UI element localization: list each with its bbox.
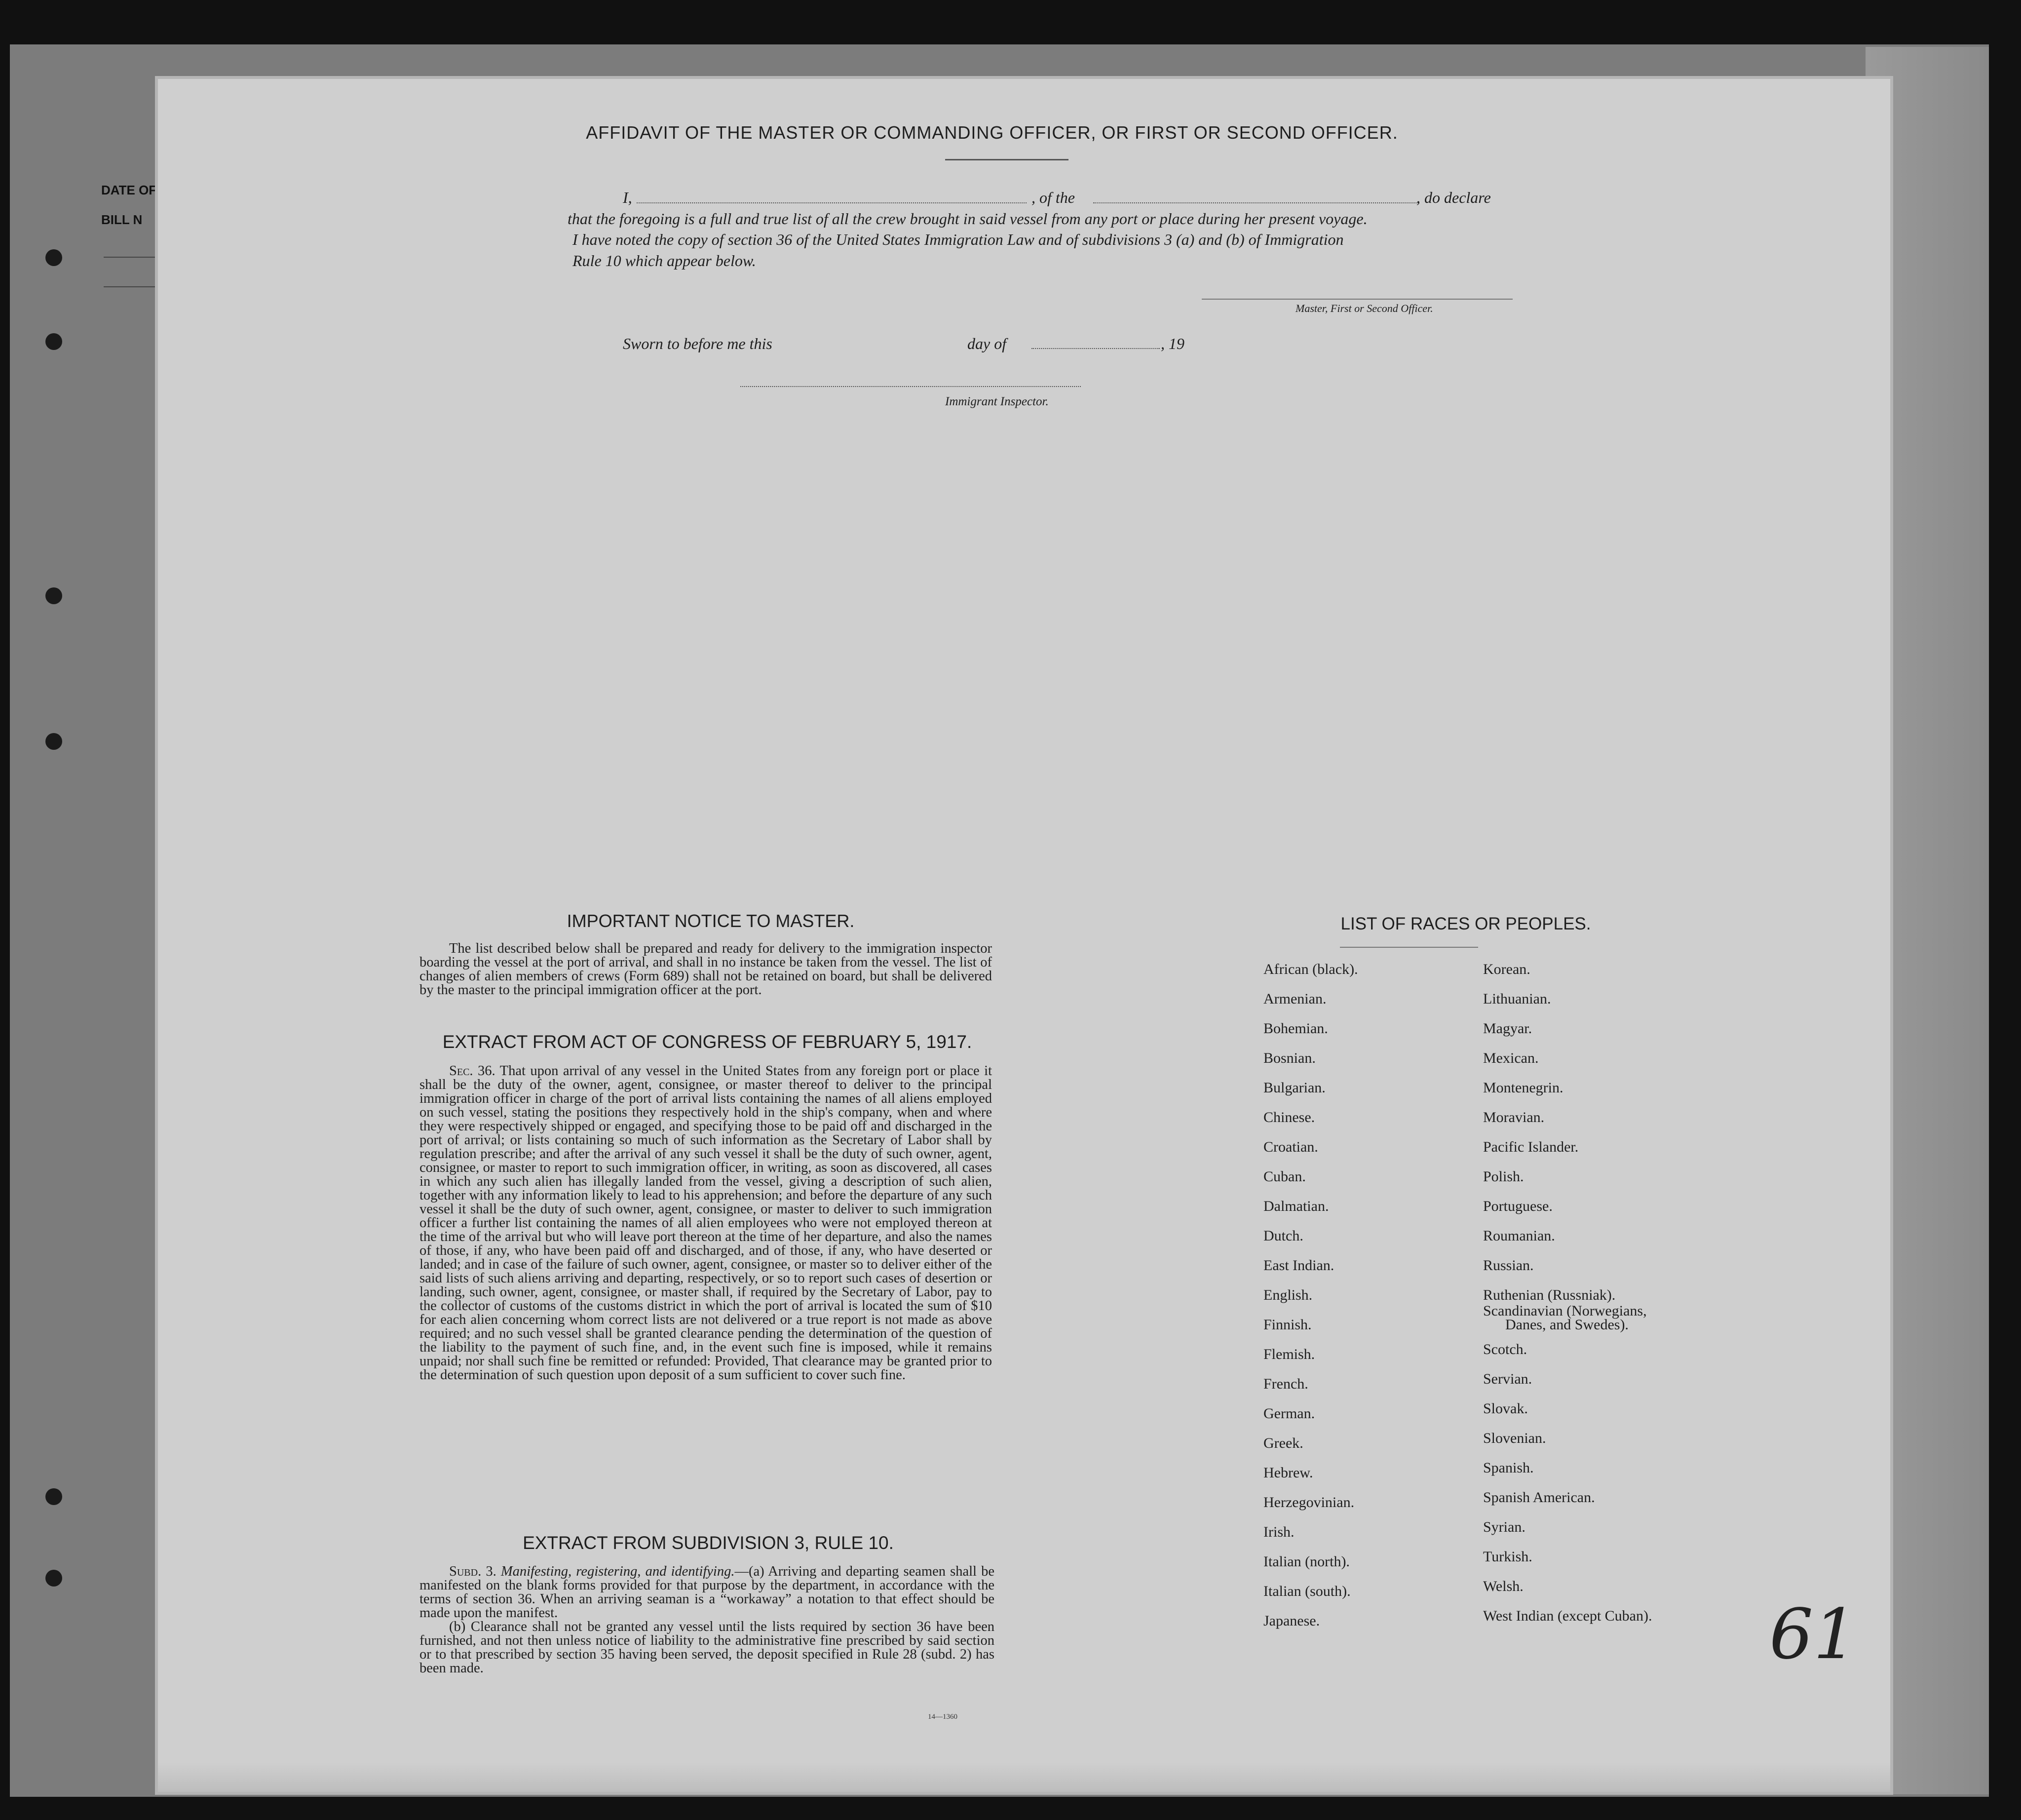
left-rule xyxy=(104,257,158,258)
binder-hole-icon xyxy=(45,1488,62,1505)
notice-title: IMPORTANT NOTICE TO MASTER. xyxy=(567,911,855,931)
binder-hole-icon xyxy=(45,249,62,266)
subd-heading: Manifesting, registering, and identifying. xyxy=(500,1564,735,1579)
race-item: Lithuanian. xyxy=(1483,991,1551,1007)
rule-para-b: (b) Clearance shall not be granted any vessel until the lists required by section 36 have been furnished, and not then unless notice of liability to the administrative fine prescribed by said section or to that prescribed by section 35 having been served, the deposit specified in Rule 28 (subd. 2) has been made. xyxy=(419,1619,994,1676)
year-text: , 19 xyxy=(1161,335,1184,352)
sheet-bottom-shade xyxy=(158,1762,1890,1792)
race-item: Spanish. xyxy=(1483,1460,1534,1476)
signature-caption: Master, First or Second Officer. xyxy=(1296,302,1433,314)
race-item: Bulgarian. xyxy=(1263,1080,1326,1096)
race-item: Dutch. xyxy=(1263,1228,1303,1244)
race-item: Ruthenian (Russniak). xyxy=(1483,1287,1616,1303)
race-item: Scandinavian (Norwegians, xyxy=(1483,1303,1647,1319)
race-item: French. xyxy=(1263,1376,1308,1392)
affidavit-declare: , do declare xyxy=(1416,189,1491,206)
race-item: Japanese. xyxy=(1263,1613,1320,1629)
race-item: Turkish. xyxy=(1483,1549,1532,1565)
race-item: Polish. xyxy=(1483,1168,1524,1185)
race-item: Korean. xyxy=(1483,961,1530,977)
race-item: Welsh. xyxy=(1483,1578,1524,1594)
name-blank[interactable] xyxy=(637,202,1027,203)
race-item: Slovak. xyxy=(1483,1400,1528,1417)
race-item: Herzegovinian. xyxy=(1263,1494,1355,1510)
affidavit-of-the: , of the xyxy=(1031,189,1075,206)
race-item: Italian (south). xyxy=(1263,1583,1351,1599)
race-item: East Indian. xyxy=(1263,1257,1335,1274)
manifest-sheet xyxy=(158,79,1890,1792)
binder-hole-icon xyxy=(45,1570,62,1587)
affidavit-title: AFFIDAVIT OF THE MASTER OR COMMANDING OFFICER, OR FIRST OR SECOND OFFICER. xyxy=(586,122,1398,143)
act-title: EXTRACT FROM ACT OF CONGRESS OF FEBRUARY 5, 1917. xyxy=(442,1032,972,1052)
binder-hole-icon xyxy=(45,733,62,750)
rule-text xyxy=(419,1565,994,1675)
race-item: Portuguese. xyxy=(1483,1198,1553,1214)
month-blank[interactable] xyxy=(1031,348,1160,349)
race-item: Armenian. xyxy=(1263,991,1327,1007)
race-item: Montenegrin. xyxy=(1483,1080,1563,1096)
race-item: Scotch. xyxy=(1483,1341,1527,1357)
race-item: Cuban. xyxy=(1263,1168,1306,1185)
title-rule xyxy=(945,159,1068,160)
race-item: Slovenian. xyxy=(1483,1430,1546,1446)
race-item: African (black). xyxy=(1263,961,1358,977)
race-item: Finnish. xyxy=(1263,1317,1312,1333)
race-item: Italian (north). xyxy=(1263,1553,1350,1570)
affidavit-line-2: that the foregoing is a full and true list of all the crew brought in said vessel from any port or place during her present voyage. xyxy=(568,210,1368,228)
race-item: Flemish. xyxy=(1263,1346,1315,1362)
form-number: 14—1360 xyxy=(928,1713,957,1721)
left-rule xyxy=(104,286,158,287)
races-title: LIST OF RACES OR PEOPLES. xyxy=(1340,914,1591,933)
race-item: Hebrew. xyxy=(1263,1465,1313,1481)
race-item: Bohemian. xyxy=(1263,1020,1328,1037)
day-of-text: day of xyxy=(967,335,1007,352)
race-item: Dalmatian. xyxy=(1263,1198,1329,1214)
race-item: West Indian (except Cuban). xyxy=(1483,1608,1652,1624)
race-item: Mexican. xyxy=(1483,1050,1539,1066)
race-item: English. xyxy=(1263,1287,1313,1303)
race-item: Bosnian. xyxy=(1263,1050,1316,1066)
handwritten-page-number: 61 xyxy=(1769,1594,1858,1675)
race-item: Greek. xyxy=(1263,1435,1303,1451)
race-item: Irish. xyxy=(1263,1524,1295,1540)
race-item-continued: Danes, and Swedes). xyxy=(1505,1317,1629,1333)
race-item: Syrian. xyxy=(1483,1519,1525,1535)
rule-title: EXTRACT FROM SUBDIVISION 3, RULE 10. xyxy=(523,1533,894,1553)
race-item: Magyar. xyxy=(1483,1020,1532,1037)
affidavit-line-4: Rule 10 which appear below. xyxy=(572,252,756,270)
notice-text xyxy=(419,942,992,997)
race-item: Servian. xyxy=(1483,1371,1532,1387)
binder-hole-icon xyxy=(45,333,62,350)
race-item: Pacific Islander. xyxy=(1483,1139,1579,1155)
act-paragraph: That upon arrival of any vessel in the United States from any foreign port or place it shall be the duty of the owner, agent, consignee, or master thereof to deliver to the principal immigration officer in charge of the port of arrival lists containing the names of all aliens employed on such vessel, stating the positions they respectively hold in the ship's company, when and where they were respectively shipped or engaged, and specifying those to be paid off and discharged in the port of arrival; or lists containing so much of such information as the Secretary of Labor shall by regulation prescribe; and after the arrival of any such vessel it shall be the duty of such owner, agent, consignee, or master to report to such immigration officer, in writing, as soon as discovered, all cases in which any such alien has illegally landed from the vessel, giving a description of such alien, together with any information likely to lead to his apprehension; and before the departure of any such vessel it shall be the duty of such owner, agent, consignee, or master to deliver to such immigration officer a further list containing the names of all alien employees who were not employed thereon at the time of the arrival but who will leave port thereon at the time of her departure, and also the names of those, if any, who have been paid off and discharged, and of those, if any, who have deserted or landed; and in case of the failure of such owner, agent, consignee, or master so to deliver either of the said lists of such aliens arriving and departing, respectively, or so to report such cases of desertion or landing, such owner, agent, consignee, or master shall, if required by the Secretary of Labor, pay to the collector of customs of the customs district in which the port of arrival is located the sum of $10 for each alien concerning whom correct lists are not delivered or a true report is not made as above required; and no such vessel shall be granted clearance pending the determination of the question of the liability to the payment of such fine, and, in the event such fine is imposed, while it remains unpaid; nor shall such fine be remitted or refunded: Provided, That clearance may be granted prior to the determination of such question upon deposit of a sum sufficient to cover such fine. xyxy=(419,1063,992,1383)
sworn-text: Sworn to before me this xyxy=(623,335,772,352)
race-item: German. xyxy=(1263,1405,1315,1422)
sec-label: Sec. 36. xyxy=(449,1063,496,1079)
vessel-blank[interactable] xyxy=(1093,202,1419,203)
notice-paragraph: The list described below shall be prepared and ready for delivery to the immigration inspector boarding the vessel at the port of arrival, and shall in no instance be taken from the vessel. The list of changes of alien members of crews (Form 689) shall not be retained on board, but shall be delivered by the master to the principal immigration officer at the port. xyxy=(419,941,992,998)
race-item: Spanish American. xyxy=(1483,1489,1595,1506)
race-item: Croatian. xyxy=(1263,1139,1318,1155)
binder-hole-icon xyxy=(45,587,62,604)
rule-para-a: —(a) Arriving and departing seamen shall be manifested on the blank forms provided for that purpose by the department, in accordance with the terms of section 36. When an arriving seaman is a “workaway” a notation to that effect should be made upon the manifest. xyxy=(419,1564,994,1621)
race-item: Chinese. xyxy=(1263,1109,1315,1125)
affidavit-line-3: I have noted the copy of section 36 of the United States Immigration Law and of subdivisions 3 (a) and (b) of Immigration xyxy=(572,231,1344,248)
races-title-rule xyxy=(1340,947,1478,948)
bill-label: BILL N xyxy=(101,212,143,227)
race-item: Russian. xyxy=(1483,1257,1534,1274)
affidavit-i: I, xyxy=(623,189,632,206)
master-signature-line[interactable] xyxy=(1202,299,1513,300)
race-item: Moravian. xyxy=(1483,1109,1545,1125)
race-item: Roumanian. xyxy=(1483,1228,1555,1244)
act-text xyxy=(419,1064,992,1382)
date-label: DATE OF xyxy=(101,183,157,197)
inspector-signature-line[interactable] xyxy=(740,386,1081,387)
subd-label: Subd. 3. xyxy=(449,1564,496,1579)
inspector-caption: Immigrant Inspector. xyxy=(945,395,1049,408)
